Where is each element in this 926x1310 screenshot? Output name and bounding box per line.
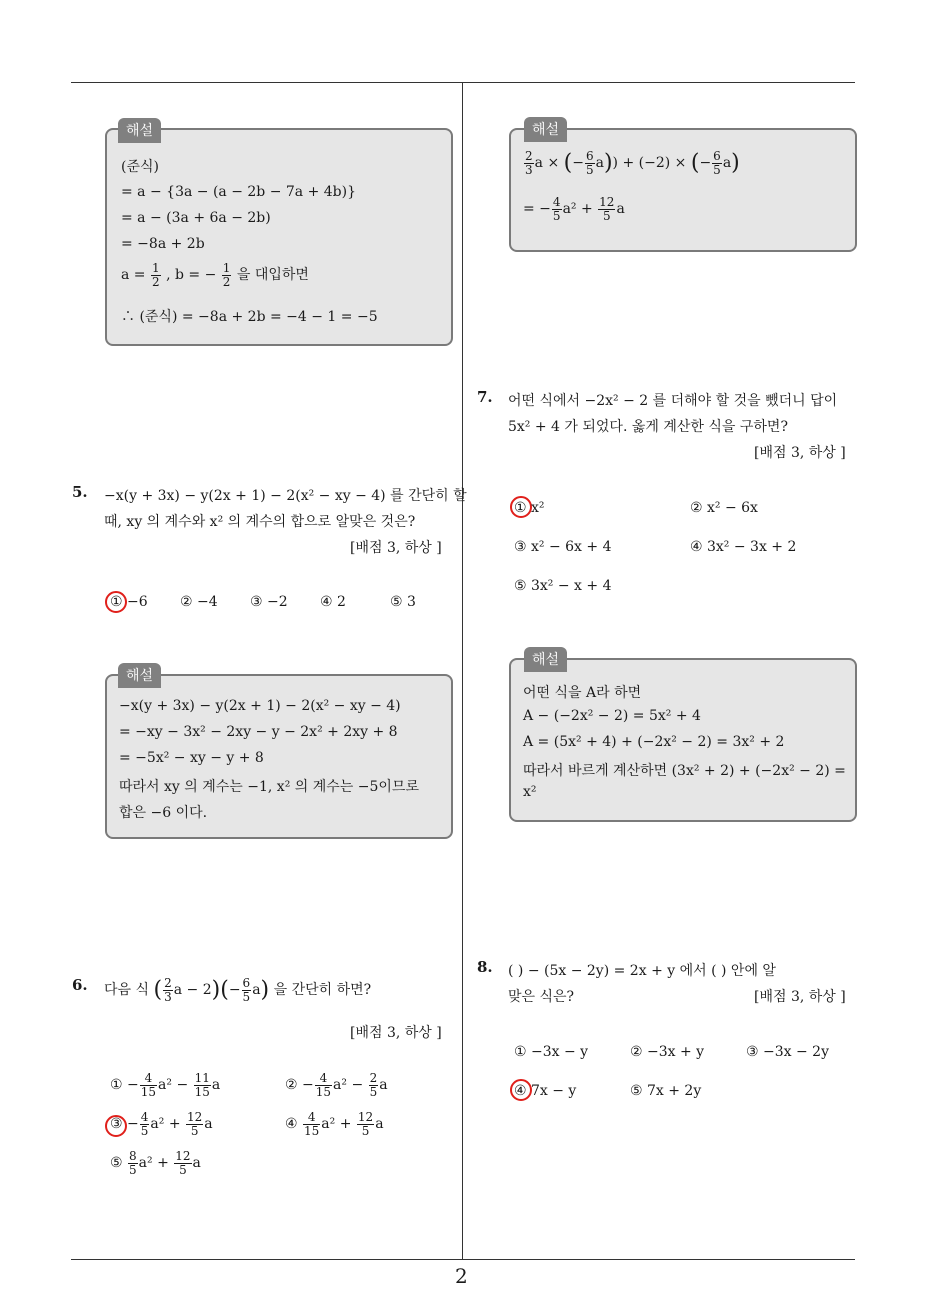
q7-option-3[interactable]: ③ x² − 6x + 4: [514, 539, 612, 555]
q6-option-1[interactable]: ① − $\frac{4}{15}$ a² − $\frac{11}{15}$ a: [110, 1071, 221, 1099]
q6-option-3[interactable]: ③ − $\frac{4}{5}$ a² + $\frac{12}{5}$ a: [110, 1110, 213, 1138]
fraction: $\frac{1}{2}$: [222, 261, 231, 289]
solution-box-5: [105, 674, 453, 839]
question-number-8: 8.: [477, 958, 493, 976]
q5-stem-line2: 때, xy 의 계수와 x² 의 계수의 합으로 알맞은 것은?: [104, 514, 416, 530]
sol4-substitute: 을 대입하면: [236, 267, 309, 284]
question-number-6: 6.: [72, 976, 88, 994]
q7-option-4[interactable]: ④ 3x² − 3x + 2: [690, 539, 797, 555]
fraction: $\frac{6}{5}$: [242, 976, 251, 1004]
q8-option-3[interactable]: ③ −3x − 2y: [746, 1044, 829, 1060]
sol4-a-eq: a =: [121, 267, 146, 284]
q5-option-5[interactable]: ⑤ 3: [390, 594, 416, 610]
solution-badge: 해설: [524, 117, 567, 142]
q7-points: [배점 3, 하상 ]: [754, 445, 846, 461]
sol4-line2: = a − {3a − (a − 2b − 7a + 4b)}: [121, 184, 357, 200]
page-number: 2: [455, 1264, 468, 1288]
q6-points: [배점 3, 하상 ]: [350, 1025, 442, 1041]
solution-badge: 해설: [524, 647, 567, 672]
sol4-line3: = a − (3a + 6a − 2b): [121, 210, 271, 226]
q6-option-5[interactable]: ⑤ $\frac{8}{5}$ a² + $\frac{12}{5}$ a: [110, 1149, 201, 1177]
column-divider: [462, 83, 463, 1259]
solution-badge: 해설: [118, 118, 161, 143]
question-number-7: 7.: [477, 388, 493, 406]
sol6-line1: $\frac{2}{3}$ a × (− $\frac{6}{5}$ a)) + (−2) × (− $\frac{6}{5}$ a): [525, 149, 740, 177]
sol4-line4: = −8a + 2b: [121, 236, 205, 252]
q8-option-4[interactable]: ④ 7x − y: [514, 1083, 577, 1099]
q5-points: [배점 3, 하상 ]: [350, 540, 442, 556]
sol7-line1: 어떤 식을 A라 하면: [523, 685, 642, 701]
bottom-rule: [71, 1259, 855, 1260]
top-rule: [71, 82, 855, 83]
q8-points: [배점 3, 하상 ]: [754, 989, 846, 1005]
q5-stem-line1: −x(y + 3x) − y(2x + 1) − 2(x² − xy − 4) 를 간단히 할: [104, 488, 467, 504]
sol4-line1: (준식): [121, 159, 159, 175]
q7-stem-line2: 5x² + 4 가 되었다. 옳게 계산한 식을 구하면?: [508, 419, 788, 435]
sol4-line5: [121, 262, 309, 288]
sol7-line5: x²: [523, 784, 537, 800]
sol7-line4: 따라서 바르게 계산하면 (3x² + 2) + (−2x² − 2) =: [523, 763, 846, 779]
sol7-line2: A − (−2x² − 2) = 5x² + 4: [523, 708, 701, 724]
fraction: $\frac{2}{3}$: [164, 976, 172, 1004]
q8-stem-line1: ( ) − (5x − 2y) = 2x + y 에서 ( ) 안에 알: [508, 963, 776, 979]
q7-option-1[interactable]: ① x²: [514, 500, 545, 516]
q7-option-2[interactable]: ② x² − 6x: [690, 500, 758, 516]
q8-option-5[interactable]: ⑤ 7x + 2y: [630, 1083, 702, 1099]
q8-option-2[interactable]: ② −3x + y: [630, 1044, 705, 1060]
solution-box-4: [105, 128, 453, 346]
sol5-line4: 따라서 xy 의 계수는 −1, x² 의 계수는 −5이므로: [119, 779, 419, 795]
q6-stem: 다음 식 ( $\frac{2}{3}$ a − 2)(− $\frac{6}{5}$ a) 을 간단히 하면?: [104, 976, 372, 1004]
solution-box-6: [509, 128, 857, 252]
sol4-b-eq: , b = −: [166, 267, 217, 284]
sol6-line2: = − $\frac{4}{5}$ a² + $\frac{12}{5}$ a: [523, 195, 625, 223]
q8-option-1[interactable]: ① −3x − y: [514, 1044, 589, 1060]
solution-box-7: [509, 658, 857, 822]
sol5-line1: −x(y + 3x) − y(2x + 1) − 2(x² − xy − 4): [119, 698, 401, 714]
q6-option-2[interactable]: ② − $\frac{4}{15}$ a² − $\frac{2}{5}$ a: [285, 1071, 388, 1099]
q8-stem-line2: 맞은 식은?: [508, 989, 575, 1005]
q7-option-5[interactable]: ⑤ 3x² − x + 4: [514, 578, 612, 594]
sol4-line6: ∴ (준식) = −8a + 2b = −4 − 1 = −5: [121, 309, 378, 325]
sol7-line3: A = (5x² + 4) + (−2x² − 2) = 3x² + 2: [523, 734, 785, 750]
question-number-5: 5.: [72, 483, 88, 501]
q5-option-2[interactable]: ② −4: [180, 594, 218, 610]
q6-pre: 다음 식: [104, 982, 150, 999]
solution-badge: 해설: [118, 663, 161, 688]
sol5-line3: = −5x² − xy − y + 8: [119, 750, 264, 766]
sol5-line2: = −xy − 3x² − 2xy − y − 2x² + 2xy + 8: [119, 724, 398, 740]
q6-option-4[interactable]: ④ $\frac{4}{15}$ a² + $\frac{12}{5}$ a: [285, 1110, 384, 1138]
q7-stem-line1: 어떤 식에서 −2x² − 2 를 더해야 할 것을 뺐더니 답이: [508, 393, 838, 409]
q5-option-1[interactable]: ① −6: [110, 594, 148, 610]
q5-option-3[interactable]: ③ −2: [250, 594, 288, 610]
sol5-line5: 합은 −6 이다.: [119, 805, 208, 821]
q6-post: 을 간단히 하면?: [273, 982, 372, 999]
fraction: $\frac{1}{2}$: [151, 261, 160, 289]
q5-option-4[interactable]: ④ 2: [320, 594, 346, 610]
